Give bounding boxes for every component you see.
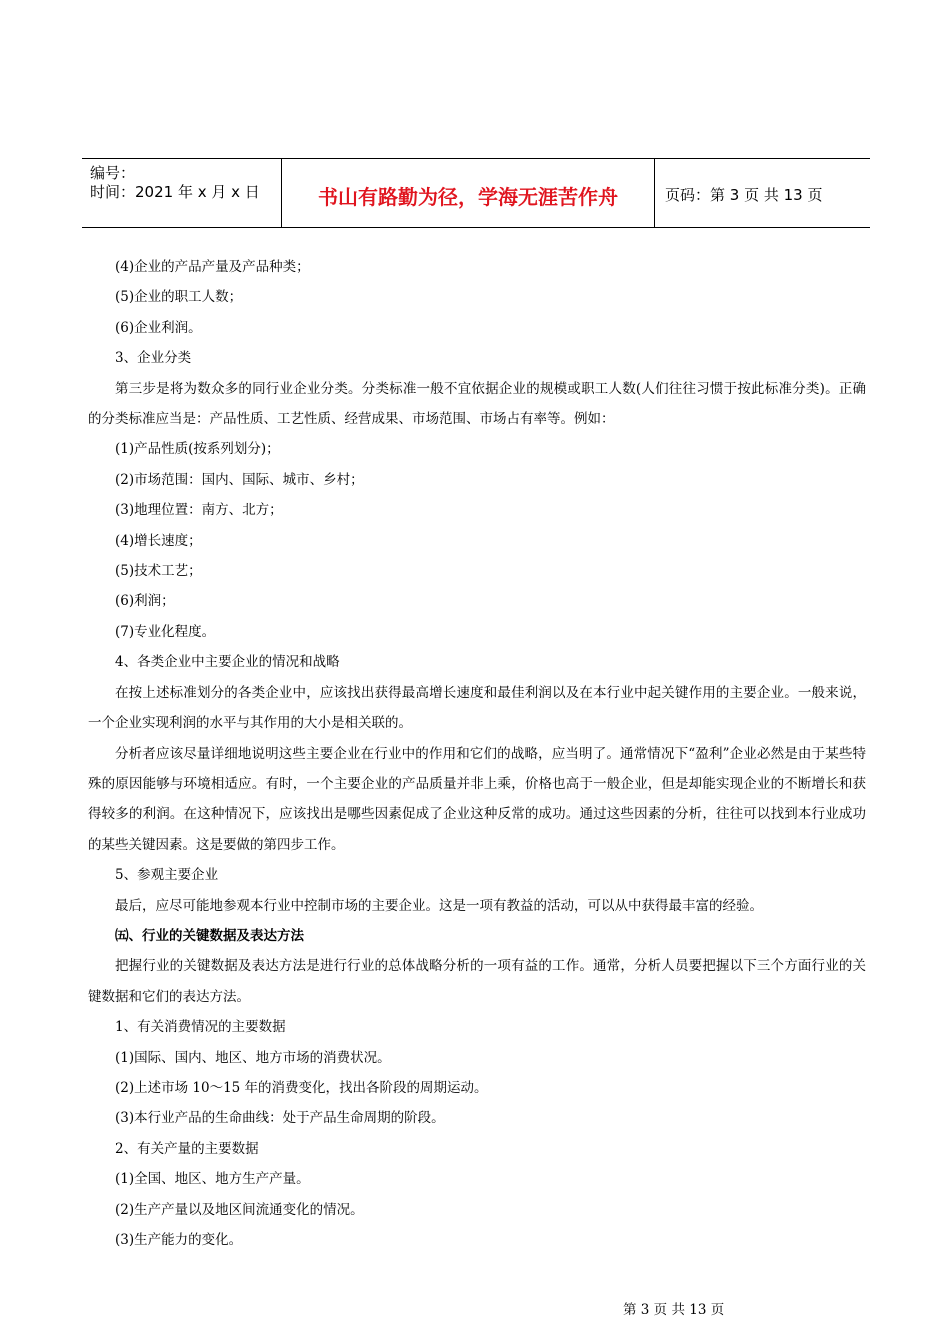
paragraph: 在按上述标准划分的各类企业中，应该找出获得最高增长速度和最佳利润以及在本行业中起关键作用的主要企业。一般来说，一个企业实现利润的水平与其作用的大小是相关联的。 bbox=[88, 684, 866, 732]
list-item: (6)利润； bbox=[115, 593, 175, 610]
list-item: (4)增长速度； bbox=[115, 532, 202, 549]
section-heading: 3、企业分类 bbox=[115, 350, 192, 367]
section-heading: 1、有关消费情况的主要数据 bbox=[115, 1019, 286, 1036]
paragraph: 把握行业的关键数据及表达方法是进行行业的总体战略分析的一项有益的工作。通常，分析人员要把握以下三个方面行业的关键数据和它们的表达方法。 bbox=[88, 958, 866, 1005]
footer-page-number: 第 3 页 共 13 页 bbox=[623, 1302, 725, 1318]
paragraph: (5)企业的职工人数； bbox=[115, 289, 243, 306]
document-number-label: 编号： bbox=[90, 164, 136, 182]
document-body bbox=[88, 252, 866, 1255]
header-motto: 书山有路勤为径，学海无涯苦作舟 bbox=[318, 185, 618, 209]
section-heading: 5、参观主要企业 bbox=[115, 867, 219, 884]
paragraph: (6)企业利润。 bbox=[115, 319, 202, 336]
list-item: (5)技术工艺； bbox=[115, 563, 202, 580]
paragraph: 第三步是将为数众多的同行业企业分类。分类标准一般不宜依据企业的规模或职工人数(人们往往习惯于按此标准分类)。正确的分类标准应当是：产品性质、工艺性质、经营成果、市场范围、市场占有率等。例如： bbox=[88, 380, 866, 428]
header-page-number: 页码：第 3 页 共 13 页 bbox=[665, 186, 823, 204]
paragraph: 最后，应尽可能地参观本行业中控制市场的主要企业。这是一项有教益的活动，可以从中获得最丰富的经验。 bbox=[115, 897, 763, 914]
list-item: (1)全国、地区、地方生产产量。 bbox=[115, 1171, 310, 1188]
list-item: (3)生产能力的变化。 bbox=[115, 1232, 243, 1248]
document-header bbox=[82, 158, 870, 228]
list-item: (2)生产产量以及地区间流通变化的情况。 bbox=[115, 1201, 364, 1218]
paragraph: 分析者应该尽量详细地说明这些主要企业在行业中的作用和它们的战略，应当明了。通常情况下“盈利”企业必然是由于某些特殊的原因能够与环境相适应。有时，一个主要企业的产品质量并非上乘，价格也高于一般企业，但是却能实现企业的不断增长和获得较多的利润。在这种情况下，应该找出是哪些因素促成了企业这种反常的成功。通过这些因素的分析，往往可以找到本行业成功的某些关键因素。这是要做的第四步工作。 bbox=[88, 745, 866, 853]
list-item: (2)上述市场 10～15 年的消费变化，找出各阶段的周期运动。 bbox=[115, 1079, 488, 1096]
list-item: (2)市场范围：国内、国际、城市、乡村； bbox=[115, 471, 364, 488]
chapter-heading: ㈤、行业的关键数据及表达方法 bbox=[115, 927, 304, 944]
list-item: (1)产品性质(按系列划分)； bbox=[115, 441, 280, 458]
paragraph: (4)企业的产品产量及产品种类； bbox=[115, 259, 310, 275]
list-item: (7)专业化程度。 bbox=[115, 623, 216, 640]
header-motto-cell bbox=[282, 159, 655, 227]
section-heading: 2、有关产量的主要数据 bbox=[115, 1140, 259, 1157]
section-heading: 4、各类企业中主要企业的情况和战略 bbox=[115, 654, 340, 671]
header-page-cell bbox=[655, 159, 870, 227]
document-time-label: 时间：2021 年 x 月 x 日 bbox=[90, 183, 260, 201]
list-item: (3)本行业产品的生命曲线：处于产品生命周期的阶段。 bbox=[115, 1110, 445, 1127]
list-item: (3)地理位置：南方、北方； bbox=[115, 502, 283, 519]
list-item: (1)国际、国内、地区、地方市场的消费状况。 bbox=[115, 1049, 391, 1066]
header-info-cell bbox=[82, 159, 282, 227]
